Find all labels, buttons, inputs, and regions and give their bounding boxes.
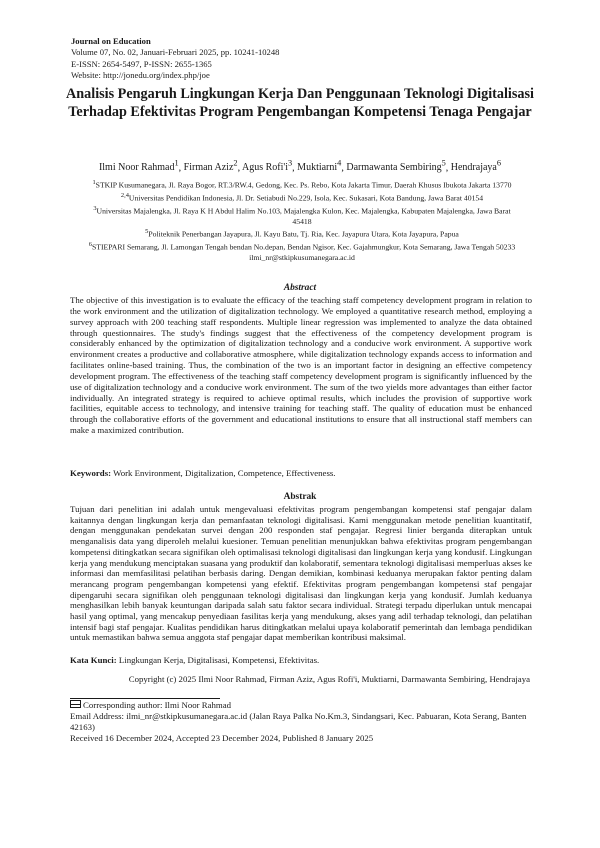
abstrak-text: Tujuan dari penelitian ini adalah untuk mengevaluasi efektivitas program pengembangan kompetensi staf pengajar dalam kaitannya dengan lingkungan kerja dan pemanfaatan teknologi digitalisasi. Kami menggunakan metode penelitian kuantitatif, dengan menggunakan pendekatan survei dengan 200 responden staf pengajar. Regresi linier berganda diterapkan untuk menganalisis data yang diperoleh melalui kuesioner. Temuan penelitian menunjukkan bahwa efektivitas program pengembangan kompetensi ditingkatkan secara signifikan oleh optimalisasi teknologi digitalisasi dan lingkungan kerja yang kondusif. Lingkungan kerja yang mendukung menciptakan suasana yang produktif dan kolaboratif, sementara teknologi digitalisasi memperluas akses ke informasi dan memfasilitasi pelatihan berbasis daring. Dengan demikian, kombinasi keduanya merupakan faktor penting dalam merancang program pengembangan kompetensi yang efektif. Efektivitas program pengembangan kompetensi staf pengajar dipengaruhi secara signifikan oleh penggunaan teknologi digitalisasi dan lingkungan kerja yang kondusif. Jumlah keduanya menghasilkan lebih banyak keuntungan daripada salah satu faktor secara individual. Strategi terpadu diperlukan untuk mencapai hasil yang optimal, yang mencakup penyediaan fasilitas kerja yang mendukung, akses yang adil terhadap teknologi, dan pelatihan intensif bagi staf pengajar. Kualitas pendidikan harus ditingkatkan melalui upaya kolaboratif pemerintah dan lembaga pendidikan untuk memastikan bahwa semua anggota staf pengajar dapat memberikan kontribusi maksimal. [70,504,532,643]
author-email: ilmi_nr@stkipkusumanegara.ac.id [249,253,355,263]
affiliation: $^1$STKIP Kusumanegara, Jl. Raya Bogor, RT.3/RW.4, Gedong, Kec. Ps. Rebo, Kota Jakarta Timur, Daerah Khusus Ibukota Jakarta 13770 [92,179,512,190]
volume-line: Volume 07, No. 02, Januari-Februari 2025, pp. 10241-10248 [71,47,280,58]
keywords-value: Work Environment, Digitalization, Competence, Effectiveness. [113,468,336,478]
author: Agus $Rofi'i^3$ [242,159,293,174]
affiliation: $^5$Politeknik Penerbangan Jayapura, Jl. Kayu Batu, Tj. Ria, Kec. Jayapura Utara, Kota Jayapura, Papua [145,228,459,239]
journal-header [71,36,279,81]
abstract-heading: Abstract [283,283,317,293]
kata-kunci-label: Kata Kunci: [70,655,117,665]
author: Muktiarni$^4$ [297,159,342,174]
email-address: Email Address: ilmi_nr@stkipkusumanegara.ac.id (Jalan Raya Palka No.Km.3, Sindangsari, Kec. Pabuaran, Kota Serang, Banten 42163) [70,711,527,732]
keywords [70,468,532,479]
kata-kunci [70,655,532,666]
corresponding-author: Corresponding author: Ilmi Noor Rahmad [70,700,532,711]
affiliation: $^{2,4}$Universitas Pendidikan Indonesia, Jl. Dr. Setiabudi No.229, Isola, Kec. Sukasari, Kota Bandung, Jawa Barat 40154 [120,191,484,203]
footnote [70,700,532,744]
abstract-text: The objective of this investigation is to evaluate the efficacy of the teaching staff competency development program in relation to the work environment and the utilization of digitalization technology. We employed a quantitative research method, employing a survey approach with 200 teaching staff respondents. Multiple linear regression was implemented to analyze the data obtained through questionnaires. The study's findings suggest that the effectiveness of the competency development program is considerably enhanced by the optimization of digitalization technology and a conducive work environment. A supportive work environment creates a productive and collaborative atmosphere, while digitalization technology expands access to information and facilitates online-based training. Thus, the combination of the two is an important factor in designing an effective competency development program. The effectiveness of the teaching staff competency development program is significantly influenced by the use of digitalization technology and a conducive work environment. The sum of the two yields more advantages than either factor individually. An integrated strategy is required to achieve optimal results, which includes the provision of supportive work facilities, equitable access to technology, and intensive training for teaching staff. The quality of education must be enhanced through the collaborative efforts of the government and educational institutions to ensure that all instructional staff members can make a maximized contribution. [70,295,532,436]
author-list: Ilmi Noor Rahmad$^1$, Firman Aziz$^2$, Agus $Rofi'i^3$, Muktiarni$^4$, Darmawanta Sembiring$^5$, Hendrajaya$^6$ [98,159,502,174]
copyright-notice: Copyright (c) 2025 Ilmi Noor Rahmad, Firman Aziz, Agus Rofi'i, Muktiarni, Darmawanta Sembiring, Hendrajaya [128,674,530,684]
author: Darmawanta Sembiring$^5$ [346,159,446,174]
footnote-divider [70,698,220,699]
abstrak-heading: Abstrak [283,492,317,502]
issn-line: E-ISSN: 2654-5497, P-ISSN: 2655-1365 [71,58,212,69]
author: Firman Aziz$^2$ [183,159,238,174]
paper-title: Analisis Pengaruh Lingkungan Kerja Dan Penggunaan Teknologi Digitalisasi Terhadap Efektivitas Program Pengembangan Kompetensi Tenaga Pengajar [66,86,534,120]
website-line: Website: http://jonedu.org/index.php/joe [71,69,210,80]
kata-kunci-value: Lingkungan Kerja, Digitalisasi, Kompetensi, Efektivitas. [118,655,320,665]
affiliation-list [84,178,520,264]
author: Ilmi Noor Rahmad$^1$ [98,159,179,174]
received-dates: Received 16 December 2024, Accepted 23 December 2024, Published 8 January 2025 [70,733,374,743]
keywords-label: Keywords: [70,468,112,478]
affiliation: $^3$Universitas Majalengka, Jl. Raya K H Abdul Halim No.103, Majalengka Kulon, Kec. Majalengka, Kabupaten Majalengka, Jawa Barat 45418 [93,204,511,226]
journal-name: Journal on Education [71,36,151,46]
envelope-icon [70,700,81,708]
author: Hendrajaya$^6$ [450,159,502,174]
affiliation: $^6$STIEPARI Semarang, Jl. Lamongan Tengah bendan No.depan, Bendan Ngisor, Kec. Gajahmungkur, Kota Semarang, Jawa Tengah 50233 [88,241,516,252]
